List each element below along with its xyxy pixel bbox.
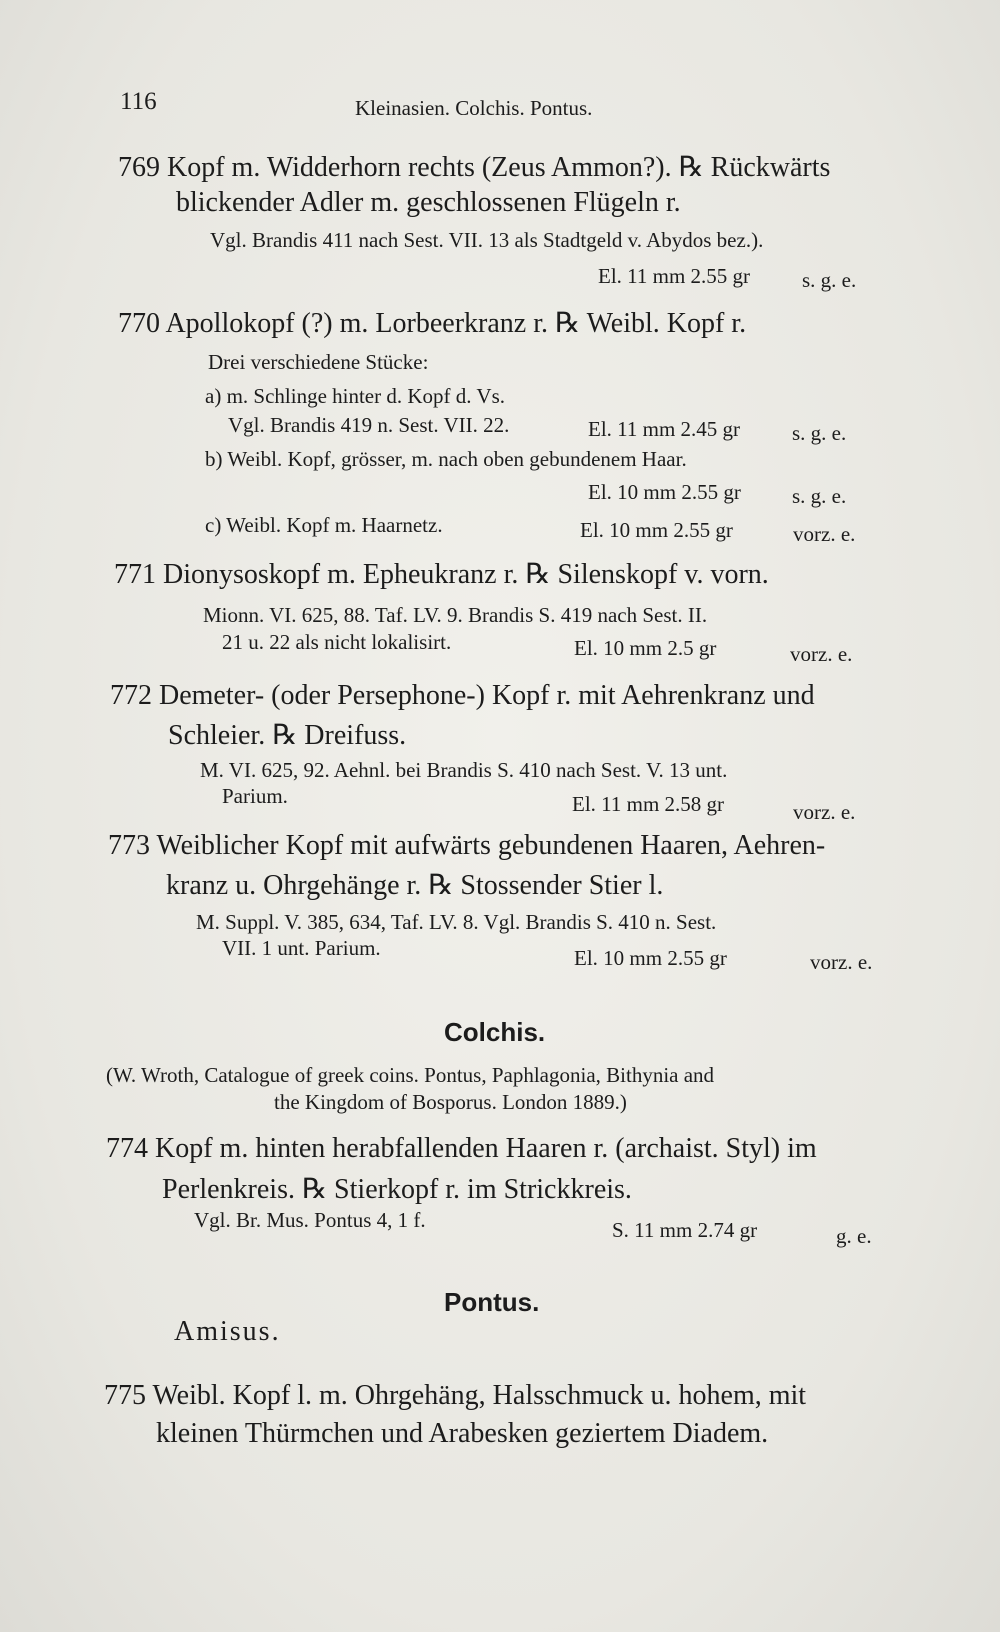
entry-769-metal: El. 11 mm 2.55 gr [598, 264, 751, 288]
entry-771-reference2: 21 u. 22 als nicht lokalisirt. [222, 630, 452, 654]
entry-770-b-metal: El. 10 mm 2.55 gr [588, 480, 741, 504]
entry-770-a: a) m. Schlinge hinter d. Kopf d. Vs. [205, 384, 505, 408]
colchis-citation-line2: the Kingdom of Bosporus. London 1889.) [274, 1090, 627, 1114]
entry-771-condition: vorz. e. [790, 642, 853, 666]
entry-770-a-metal: El. 11 mm 2.45 gr [588, 417, 741, 441]
section-title-pontus: Pontus. [444, 1287, 540, 1317]
entry-769-line2: blickender Adler m. geschlossenen Flügeln r. [176, 187, 681, 218]
entry-772-metal: El. 11 mm 2.58 gr [572, 792, 725, 816]
entry-770-a-reference: Vgl. Brandis 419 n. Sest. VII. 22. [228, 413, 510, 437]
entry-772-reference1: M. VI. 625, 92. Aehnl. bei Brandis S. 410 nach Sest. V. 13 unt. [200, 758, 728, 782]
entry-773-line1: 773 Weiblicher Kopf mit aufwärts gebundenen Haaren, Aehren- [108, 830, 826, 861]
entry-770-c: c) Weibl. Kopf m. Haarnetz. [205, 513, 443, 537]
section-title-colchis: Colchis. [444, 1017, 546, 1047]
entry-774-reference: Vgl. Br. Mus. Pontus 4, 1 f. [194, 1208, 426, 1232]
entry-770-line1: 770 Apollokopf (?) m. Lorbeerkranz r. ℞ Weibl. Kopf r. [118, 308, 747, 339]
entry-773-line2: kranz u. Ohrgehänge r. ℞ Stossender Stier l. [166, 870, 664, 901]
entry-774-condition: g. e. [836, 1224, 872, 1248]
running-title: Kleinasien. Colchis. Pontus. [355, 96, 593, 120]
entry-775-line2: kleinen Thürmchen und Arabesken geziertem Diadem. [156, 1418, 769, 1449]
entry-773-metal: El. 10 mm 2.55 gr [574, 946, 727, 970]
page-number: 116 [120, 88, 157, 115]
entry-772-condition: vorz. e. [793, 800, 856, 824]
entry-769-line1: 769 Kopf m. Widderhorn rechts (Zeus Ammon?). ℞ Rückwärts [118, 152, 831, 183]
entry-774-line2: Perlenkreis. ℞ Stierkopf r. im Strickkreis. [162, 1174, 632, 1205]
entry-770-intro: Drei verschiedene Stücke: [208, 350, 429, 374]
entry-770-b: b) Weibl. Kopf, grösser, m. nach oben gebundenem Haar. [205, 447, 687, 471]
entry-772-line2: Schleier. ℞ Dreifuss. [168, 720, 407, 751]
entry-772-line1: 772 Demeter- (oder Persephone-) Kopf r. mit Aehrenkranz und [110, 680, 815, 711]
entry-775-line1: 775 Weibl. Kopf l. m. Ohrgehäng, Halsschmuck u. hohem, mit [104, 1380, 807, 1411]
colchis-citation-line1: (W. Wroth, Catalogue of greek coins. Pontus, Paphlagonia, Bithynia and [106, 1063, 715, 1087]
entry-773-reference1: M. Suppl. V. 385, 634, Taf. LV. 8. Vgl. Brandis S. 410 n. Sest. [196, 910, 717, 934]
entry-771-line1: 771 Dionysoskopf m. Epheukranz r. ℞ Silenskopf v. vorn. [114, 559, 769, 590]
entry-771-reference1: Mionn. VI. 625, 88. Taf. LV. 9. Brandis S. 419 nach Sest. II. [203, 603, 708, 627]
entry-770-b-condition: s. g. e. [792, 484, 847, 508]
entry-770-a-condition: s. g. e. [792, 421, 847, 445]
entry-774-line1: 774 Kopf m. hinten herabfallenden Haaren r. (archaist. Styl) im [106, 1133, 817, 1164]
entry-772-reference2: Parium. [222, 784, 288, 808]
entry-769-condition: s. g. e. [802, 268, 857, 292]
entry-771-metal: El. 10 mm 2.5 gr [574, 636, 717, 660]
city-heading-amisus: Amisus. [174, 1316, 281, 1347]
entry-770-c-condition: vorz. e. [793, 522, 856, 546]
entry-769-reference: Vgl. Brandis 411 nach Sest. VII. 13 als Stadtgeld v. Abydos bez.). [210, 228, 764, 252]
entry-774-metal: S. 11 mm 2.74 gr [612, 1218, 758, 1242]
entry-773-reference2: VII. 1 unt. Parium. [222, 936, 381, 960]
entry-773-condition: vorz. e. [810, 950, 873, 974]
entry-770-c-metal: El. 10 mm 2.55 gr [580, 518, 733, 542]
